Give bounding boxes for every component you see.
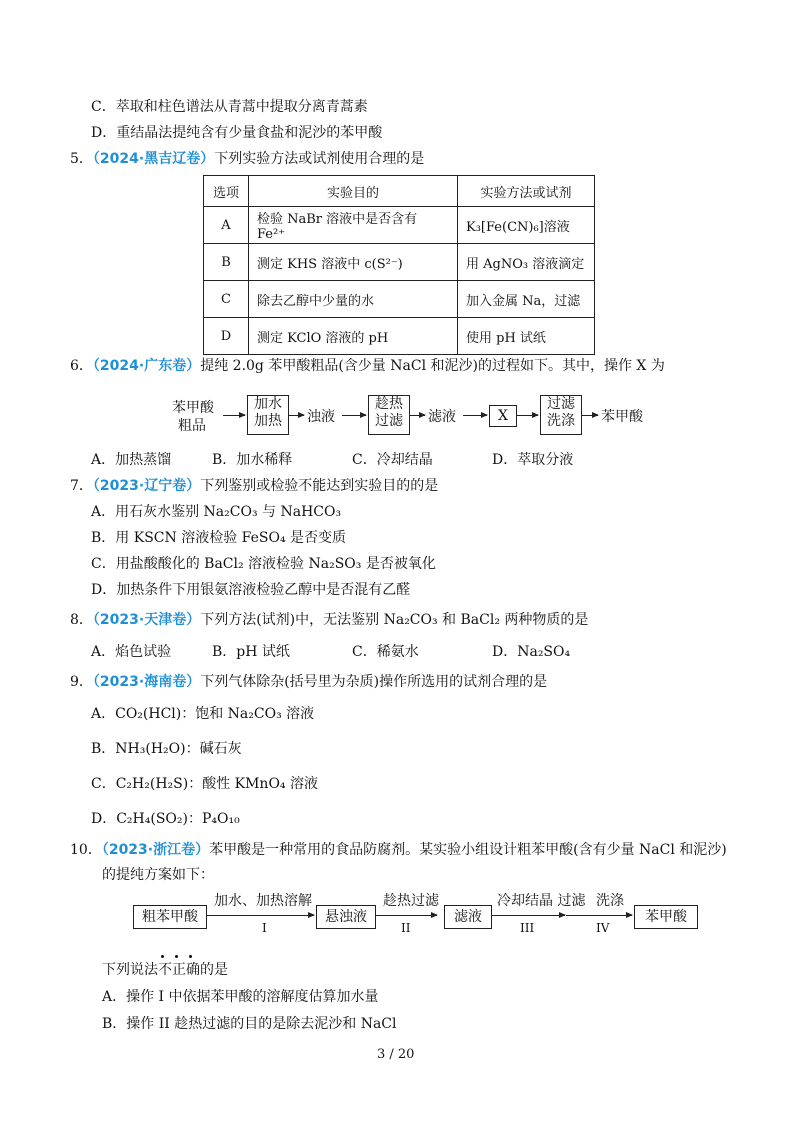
question-stem: 下列鉴别或检验不能达到实验目的的是 <box>200 478 439 494</box>
flow-label: I <box>262 921 267 935</box>
flow-box: X <box>489 405 517 427</box>
emphasis-dot <box>175 955 178 958</box>
table-cell: A <box>204 207 249 244</box>
option-d: D．萃取分液 <box>492 452 574 468</box>
table-cell: 测定 KHS 溶液中 c(S²⁻) <box>249 244 458 281</box>
option-b: B．加水稀释 <box>212 452 293 468</box>
table-cell: 测定 KClO 溶液的 pH <box>249 318 458 355</box>
flow-arrow <box>206 915 314 916</box>
flow-arrow <box>463 415 487 416</box>
question-stem-continued: 的提纯方案如下： <box>102 867 214 883</box>
option-b: B．操作 II 趁热过滤的目的是除去泥沙和 NaCl <box>102 1016 397 1032</box>
table-cell: 使用 pH 试纸 <box>458 318 595 355</box>
question-10-ask: 下列说法不正确的是 <box>102 962 228 978</box>
table-cell: C <box>204 281 249 318</box>
option-c: C．用盐酸酸化的 BaCl₂ 溶液检验 Na₂SO₃ 是否被氧化 <box>91 556 436 572</box>
option-c: C．稀氨水 <box>352 644 419 660</box>
question-source: （2024·广东卷） <box>92 358 201 374</box>
question-number: 8． <box>70 612 93 628</box>
flow-box: 过滤 洗涤 <box>540 395 582 435</box>
question-5 <box>70 150 424 168</box>
flow-box: 加水 加热 <box>247 395 289 435</box>
flow-box: 趁热 过滤 <box>368 395 410 435</box>
question-number: 9． <box>70 674 93 690</box>
question-6 <box>70 357 665 375</box>
emphasis-dot <box>161 955 164 958</box>
flow-label: 粗品 <box>178 418 206 434</box>
table-header: 选项 <box>204 176 249 207</box>
question-number: 7． <box>70 478 93 494</box>
table-header: 实验目的 <box>249 176 458 207</box>
flow-arrow <box>581 415 598 416</box>
table-cell: 用 AgNO₃ 溶液滴定 <box>458 244 595 281</box>
flow-arrow <box>566 915 632 916</box>
question-10 <box>70 841 727 859</box>
prev-option-d: D．重结晶法提纯含有少量食盐和泥沙的苯甲酸 <box>91 125 383 141</box>
table-cell: D <box>204 318 249 355</box>
option-a: A．CO₂(HCl)：饱和 Na₂CO₃ 溶液 <box>91 706 315 722</box>
flow-arrow <box>491 915 565 916</box>
table-cell: 除去乙醇中少量的水 <box>249 281 458 318</box>
flow-arrow <box>375 915 437 916</box>
page-number: 3 / 20 <box>377 1047 415 1062</box>
flow-label: 滤液 <box>428 409 456 425</box>
flow-label: II <box>401 921 411 935</box>
table-header: 实验方法或试剂 <box>458 176 595 207</box>
option-c: C．冷却结晶 <box>352 452 433 468</box>
question-stem: 下列气体除杂(括号里为杂质)操作所选用的试剂合理的是 <box>200 674 548 690</box>
table-cell: B <box>204 244 249 281</box>
option-d: D．Na₂SO₄ <box>492 644 571 660</box>
option-c: C．C₂H₂(H₂S)：酸性 KMnO₄ 溶液 <box>91 776 318 792</box>
flow-box: 苯甲酸 <box>634 905 698 929</box>
option-a: A．操作 I 中依据苯甲酸的溶解度估算加水量 <box>102 989 379 1005</box>
option-b: B．pH 试纸 <box>212 644 290 660</box>
table-row <box>204 207 595 244</box>
flow-arrow <box>342 415 366 416</box>
flow-label: 苯甲酸 <box>172 400 214 416</box>
question-source: （2023·辽宁卷） <box>92 478 201 494</box>
option-a: A．加热蒸馏 <box>91 452 172 468</box>
table-row <box>204 244 595 281</box>
flow-arrow <box>409 415 425 416</box>
table-cell: 检验 NaBr 溶液中是否含有 Fe²⁺ <box>249 207 458 244</box>
emphasis-dot <box>189 955 192 958</box>
flow-label: 浊液 <box>307 409 335 425</box>
table-cell: K₃[Fe(CN)₆]溶液 <box>458 207 595 244</box>
flow-label: 苯甲酸 <box>601 409 643 425</box>
question-source: （2023·天津卷） <box>92 612 201 628</box>
flow-label: III <box>520 921 535 935</box>
question-source: （2023·浙江卷） <box>101 842 210 858</box>
option-a: A．用石灰水鉴别 Na₂CO₃ 与 NaHCO₃ <box>91 504 342 520</box>
question-7 <box>70 477 438 495</box>
option-d: D．C₂H₄(SO₂)：P₄O₁₀ <box>91 811 240 827</box>
table-row <box>204 318 595 355</box>
flow-label: IV <box>596 921 610 935</box>
flow-arrow <box>288 415 304 416</box>
question-5-table <box>203 175 595 355</box>
flow-box: 悬浊液 <box>316 905 376 929</box>
flow-label: 洗涤 <box>596 893 624 909</box>
flow-arrow <box>223 415 245 416</box>
flow-arrow <box>516 415 538 416</box>
question-8 <box>70 611 588 629</box>
flow-box: 滤液 <box>444 905 492 929</box>
flow-box: 粗苯甲酸 <box>133 905 207 929</box>
question-stem: 苯甲酸是一种常用的食品防腐剂。某实验小组设计粗苯甲酸(含有少量 NaCl 和泥沙) <box>209 842 727 858</box>
question-number: 10． <box>70 842 102 858</box>
table-row <box>204 281 595 318</box>
question-9 <box>70 673 547 691</box>
prev-option-c: C．萃取和柱色谱法从青蒿中提取分离青蒿素 <box>91 99 368 115</box>
option-a: A．焰色试验 <box>91 644 172 660</box>
question-number: 6． <box>70 358 93 374</box>
question-stem: 下列实验方法或试剂使用合理的是 <box>214 151 425 167</box>
question-stem: 下列方法(试剂)中，无法鉴别 Na₂CO₃ 和 BaCl₂ 两种物质的是 <box>200 612 589 628</box>
question-source: （2023·海南卷） <box>92 674 201 690</box>
option-b: B．用 KSCN 溶液检验 FeSO₄ 是否变质 <box>91 530 347 546</box>
option-b: B．NH₃(H₂O)：碱石灰 <box>91 741 242 757</box>
option-d: D．加热条件下用银氨溶液检验乙醇中是否混有乙醛 <box>91 582 411 598</box>
question-source: （2024·黑吉辽卷） <box>92 151 215 167</box>
question-stem: 提纯 2.0g 苯甲酸粗品(含少量 NaCl 和泥沙)的过程如下。其中，操作 X 为 <box>200 358 665 374</box>
flow-label: 加水、加热溶解 <box>214 893 312 909</box>
question-number: 5． <box>70 151 93 167</box>
table-cell: 加入金属 Na，过滤 <box>458 281 595 318</box>
flow-label: 趁热过滤 <box>383 893 439 909</box>
flow-label: 冷却结晶 过滤 <box>497 893 586 909</box>
